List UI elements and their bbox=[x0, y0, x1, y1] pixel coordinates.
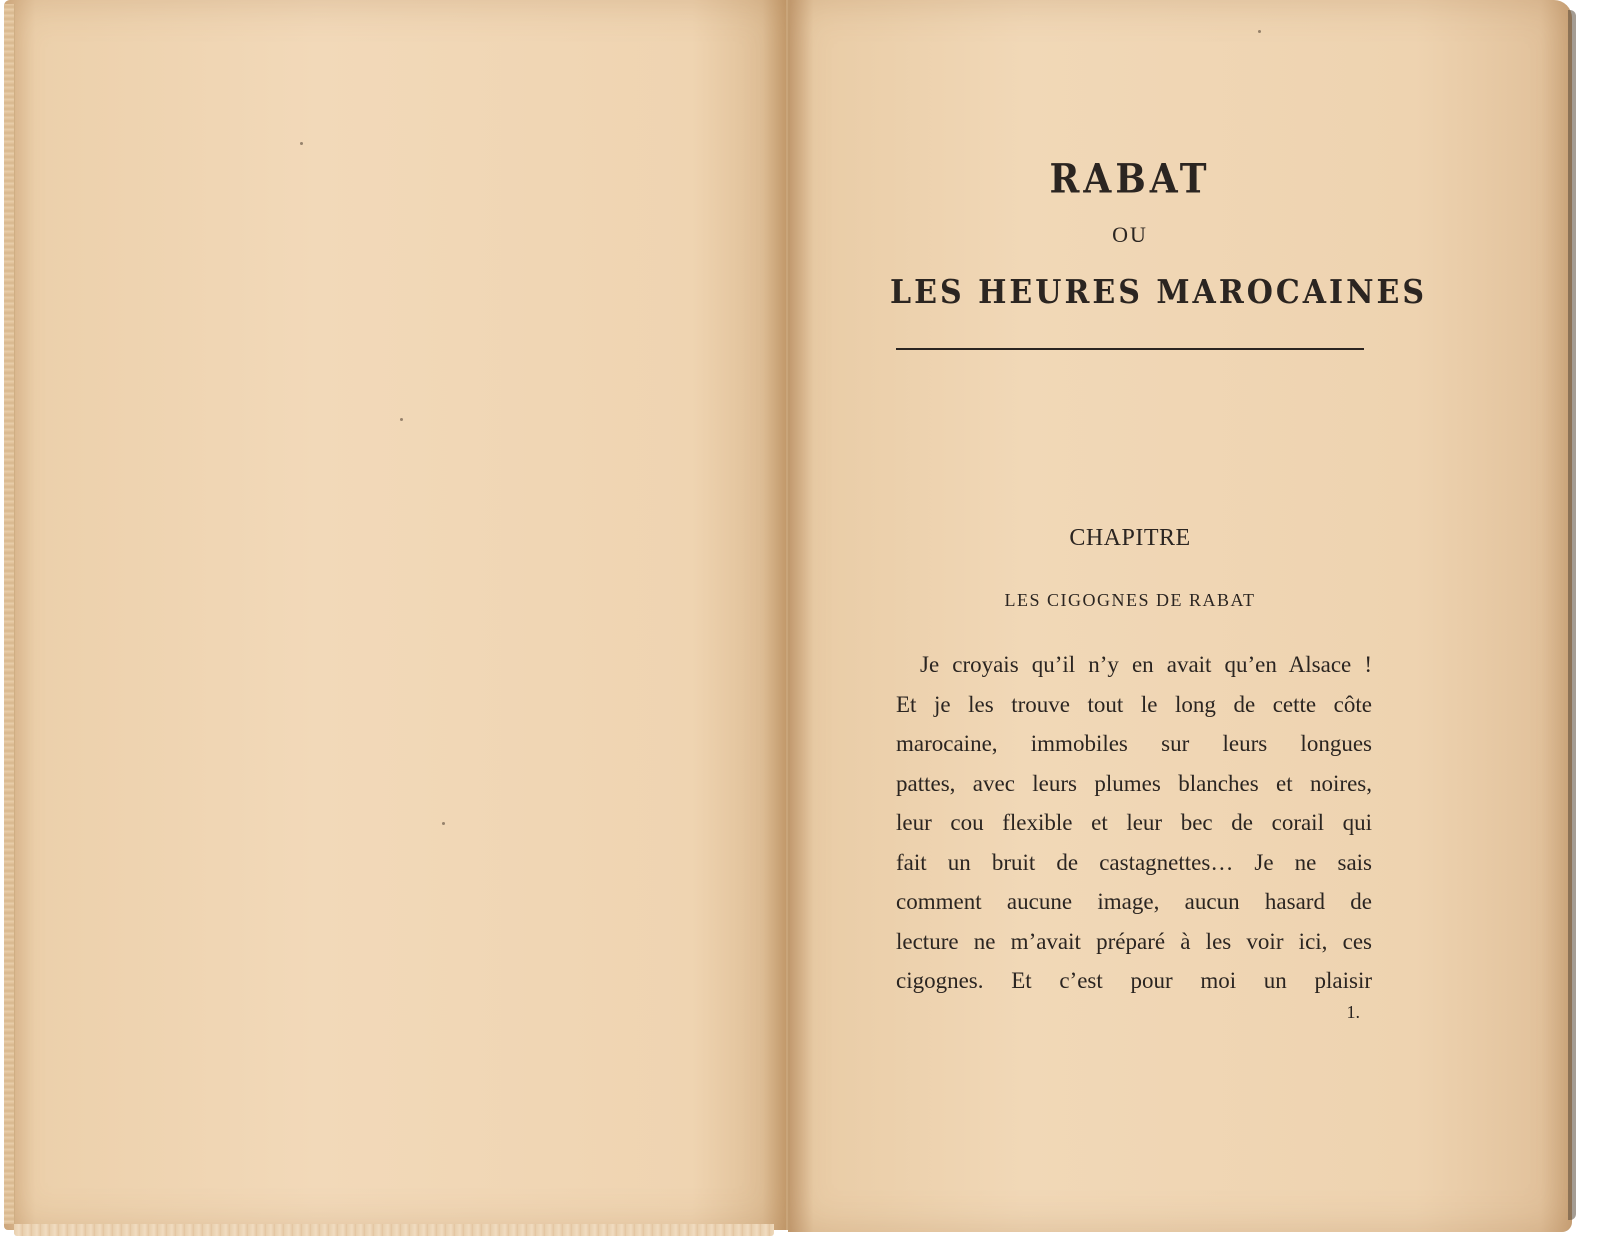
title-rule bbox=[896, 348, 1364, 350]
page-number: 1. bbox=[1346, 1002, 1360, 1022]
body-line: lecture ne m’avait préparé à les voir ici, ces bbox=[896, 928, 1372, 954]
paper-speck bbox=[400, 418, 403, 421]
paper-speck bbox=[300, 142, 303, 145]
book-title: RABAT bbox=[1049, 155, 1211, 203]
right-page bbox=[788, 0, 1572, 1232]
right-page-content bbox=[890, 0, 1428, 1100]
left-page-bottom-edge bbox=[14, 1224, 774, 1236]
body-line: Et je les trouve tout le long de cette côte bbox=[896, 691, 1372, 717]
body-line: pattes, avec leurs plumes blanches et noires, bbox=[896, 770, 1372, 796]
paper-speck bbox=[442, 822, 445, 825]
title-conjunction: OU bbox=[1112, 222, 1148, 247]
paper-speck bbox=[1258, 30, 1261, 33]
chapter-title: LES CIGOGNES DE RABAT bbox=[1004, 590, 1256, 610]
book-subtitle: LES HEURES MAROCAINES bbox=[890, 273, 1428, 312]
body-line: marocaine, immobiles sur leurs longues bbox=[896, 731, 1372, 756]
left-page-deckle-edge bbox=[4, 4, 15, 1224]
body-paragraph bbox=[896, 645, 1372, 1001]
body-line: comment aucune image, aucun hasard de bbox=[896, 889, 1372, 914]
right-page-edge-shadow bbox=[1568, 10, 1576, 1220]
body-line: Je croyais qu’il n’y en avait qu’en Alsace ! bbox=[920, 652, 1372, 677]
left-page-blank bbox=[4, 0, 788, 1230]
body-line: leur cou flexible et leur bec de corail qui bbox=[896, 810, 1372, 835]
chapter-heading: CHAPITRE bbox=[1069, 525, 1191, 551]
body-line: cigognes. Et c’est pour moi un plaisir bbox=[896, 968, 1372, 993]
body-line: fait un bruit de castagnettes… Je ne sais bbox=[896, 849, 1372, 875]
